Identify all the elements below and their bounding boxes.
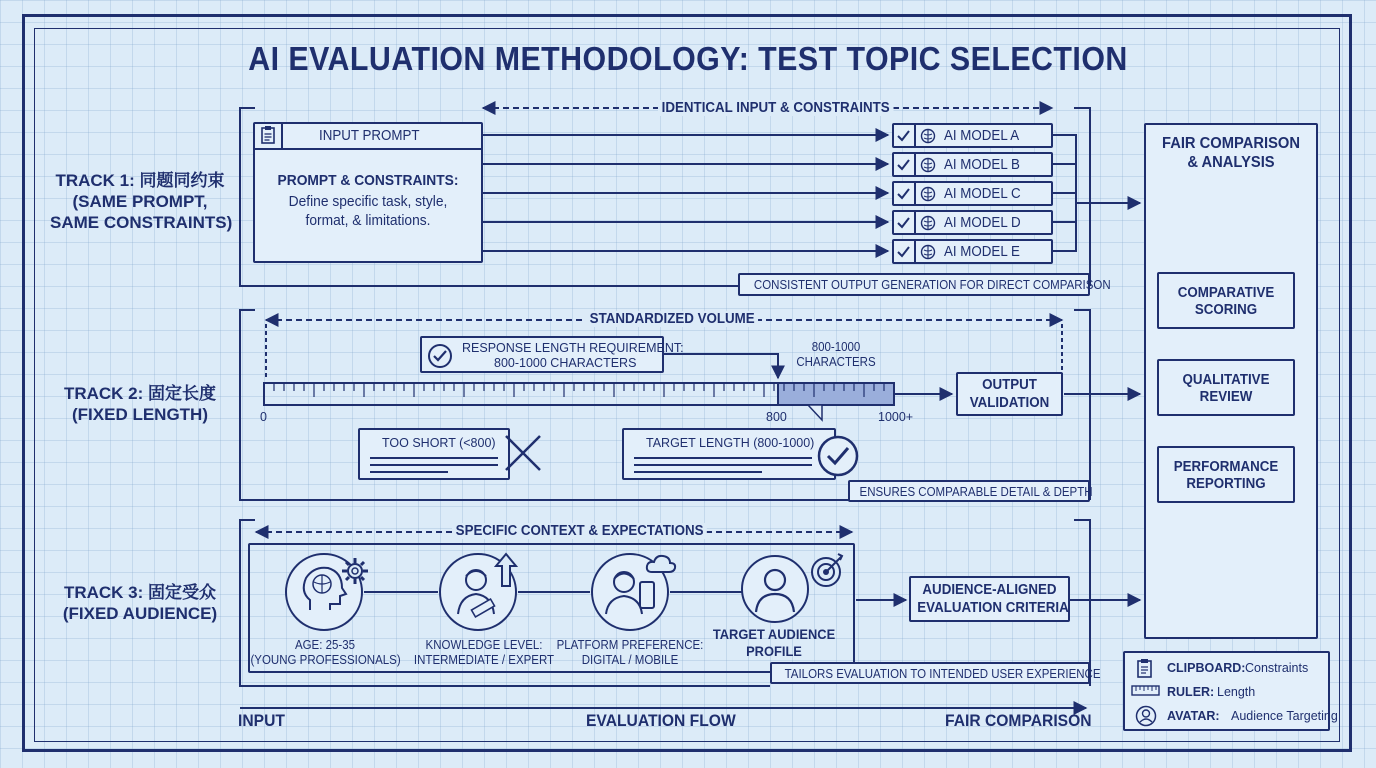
track1-label-line3: SAME CONSTRAINTS) — [50, 213, 233, 232]
audience-criteria-box — [909, 576, 1070, 622]
legend-key: RULER: — [1167, 685, 1215, 699]
track2-footer — [848, 480, 1093, 502]
track3-banner: SPECIFIC CONTEXT & EXPECTATIONS — [452, 523, 707, 539]
persona-age-line1: AGE: 25-35 — [294, 638, 356, 652]
track1-label-line2: (SAME PROMPT, — [72, 192, 208, 211]
constraints-body-2: format, & limitations. — [305, 212, 431, 229]
track1-footer-label: CONSISTENT OUTPUT GENERATION FOR DIRECT COMPARISON — [753, 278, 1111, 292]
target-range-fill — [778, 383, 894, 405]
text-lines-icon — [368, 456, 498, 478]
tick-label-1000: 1000+ — [878, 410, 914, 424]
x-mark-icon — [502, 432, 544, 474]
track3-footer — [770, 662, 1101, 684]
too-short-label: TOO SHORT (<800) — [382, 436, 496, 450]
analysis-title-line1: FAIR COMPARISON — [1162, 135, 1300, 152]
legend-value: Audience Targeting — [1231, 709, 1338, 723]
avatar-icon — [740, 554, 810, 624]
arrow-up-icon — [494, 552, 518, 588]
qualitative-review-line1: QUALITATIVE — [1182, 372, 1270, 388]
legend-key: AVATAR: — [1167, 709, 1220, 723]
target-length-box — [622, 428, 836, 480]
track3-footer-label: TAILORS EVALUATION TO INTENDED USER EXPERIENCE — [784, 667, 1101, 681]
ruler-icon — [1131, 684, 1161, 698]
input-prompt-label: INPUT PROMPT — [319, 128, 420, 144]
qualitative-review-box — [1157, 359, 1295, 416]
output-validation-line1: OUTPUT — [982, 377, 1037, 393]
qualitative-review-line2: REVIEW — [1199, 389, 1253, 405]
tick-label-0: 0 — [260, 410, 267, 424]
persona-knowledge-line2: INTERMEDIATE / EXPERT — [413, 653, 555, 667]
length-requirement-line1: RESPONSE LENGTH REQUIREMENT: — [462, 341, 684, 355]
target-length-label: TARGET LENGTH (800-1000) — [646, 436, 815, 450]
comparative-scoring-box — [1157, 272, 1295, 329]
persona-target-line2: PROFILE — [746, 643, 802, 659]
performance-reporting-line1: PERFORMANCE — [1173, 459, 1279, 475]
ai-model-label: AI MODEL C — [944, 186, 1021, 202]
persona-age-line2: (YOUNG PROFESSIONALS) — [250, 653, 401, 667]
text-lines-icon — [632, 456, 812, 478]
range-label-2: CHARACTERS — [796, 355, 876, 369]
output-validation-box — [956, 372, 1063, 416]
comparative-scoring-line1: COMPARATIVE — [1177, 285, 1275, 301]
track3-label-line1: TRACK 3: 固定受众 — [63, 583, 217, 602]
ai-model-label: AI MODEL D — [944, 215, 1021, 231]
avatar-icon — [1135, 705, 1157, 727]
track2-label-line1: TRACK 2: 固定长度 — [63, 384, 217, 403]
flow-end-label: FAIR COMPARISON — [945, 711, 1092, 730]
constraints-title: PROMPT & CONSTRAINTS: — [277, 172, 459, 189]
persona-platform-line1: PLATFORM PREFERENCE: — [556, 638, 704, 652]
clipboard-icon — [1135, 658, 1155, 678]
track2-footer-label: ENSURES COMPARABLE DETAIL & DEPTH — [859, 485, 1093, 499]
legend-key: CLIPBOARD: — [1167, 661, 1246, 675]
flow-middle-label: EVALUATION FLOW — [586, 711, 736, 730]
check-circle-icon — [816, 434, 860, 478]
page-title: AI EVALUATION METHODOLOGY: TEST TOPIC SELECTION — [248, 40, 1128, 77]
cloud-icon — [644, 552, 678, 576]
range-label-1: 800-1000 — [811, 340, 861, 354]
output-validation-line2: VALIDATION — [969, 395, 1050, 411]
audience-criteria-line2: EVALUATION CRITERIA — [917, 600, 1069, 616]
track2-label-line2: (FIXED LENGTH) — [72, 405, 208, 424]
too-short-box — [358, 428, 510, 480]
persona-knowledge-line1: KNOWLEDGE LEVEL: — [425, 638, 543, 652]
comparative-scoring-line2: SCORING — [1194, 302, 1258, 318]
track2-banner: STANDARDIZED VOLUME — [586, 311, 758, 327]
track1-banner: IDENTICAL INPUT & CONSTRAINTS — [658, 100, 893, 116]
constraints-body-1: Define specific task, style, — [288, 193, 448, 210]
tick-label-800: 800 — [766, 410, 787, 424]
ai-model-label: AI MODEL B — [944, 157, 1020, 173]
flow-start-label: INPUT — [238, 711, 285, 730]
ai-model-label: AI MODEL A — [944, 128, 1020, 144]
performance-reporting-box — [1157, 446, 1295, 503]
track1-label-line1: TRACK 1: 同题同约束 — [55, 171, 225, 190]
audience-criteria-line1: AUDIENCE-ALIGNED — [922, 582, 1057, 598]
ai-model-label: AI MODEL E — [944, 244, 1020, 260]
length-requirement-line2: 800-1000 CHARACTERS — [494, 356, 637, 370]
persona-platform-line2: DIGITAL / MOBILE — [581, 653, 679, 667]
legend — [1123, 651, 1338, 731]
legend-value: Length — [1217, 685, 1256, 699]
track3-label-line2: (FIXED AUDIENCE) — [62, 604, 218, 623]
performance-reporting-line2: REPORTING — [1186, 476, 1266, 492]
gear-icon — [338, 554, 372, 588]
target-icon — [808, 552, 846, 588]
legend-value: Constraints — [1245, 661, 1309, 675]
analysis-title-line2: & ANALYSIS — [1187, 154, 1275, 171]
persona-target-line1: TARGET AUDIENCE — [712, 626, 836, 642]
